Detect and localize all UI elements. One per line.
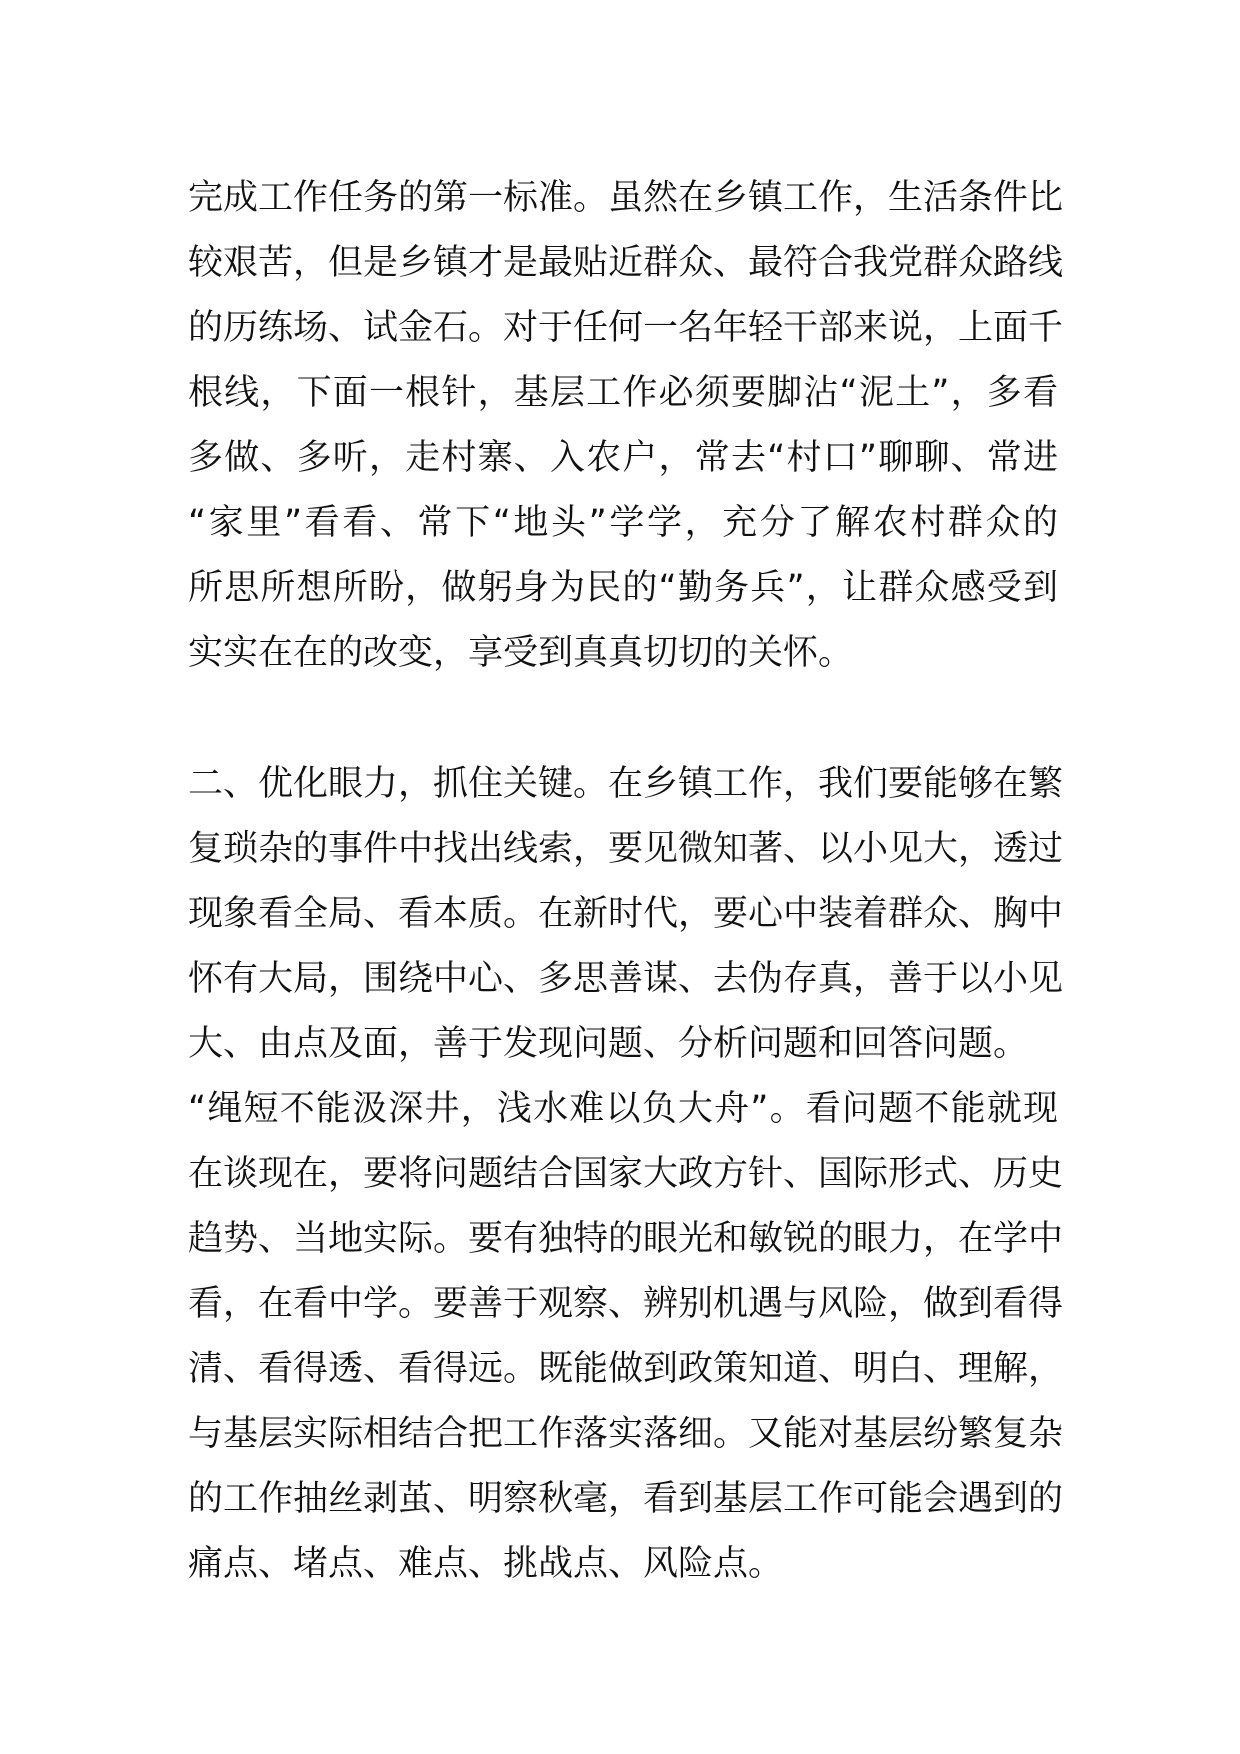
paragraph-line: 怀有大局，围绕中心、多思善谋、去伪存真，善于以小见 [188,959,1064,999]
paragraph-line: 看，在看中学。要善于观察、辨别机遇与风险，做到看得 [188,1284,1064,1324]
paragraph-line: 现象看全局、看本质。在新时代，要心中装着群众、胸中 [188,894,1064,934]
paragraph-line: “家里”看看、常下“地头”学学，充分了解农村群众的 [188,503,1058,543]
paragraph-line: 较艰苦，但是乡镇才是最贴近群众、最符合我党群众路线 [188,243,1064,283]
paragraph-line: 完成工作任务的第一标准。虽然在乡镇工作，生活条件比 [188,178,1064,218]
paragraph-2 [188,752,1064,1597]
paragraph-line: 复琐杂的事件中找出线索，要见微知著、以小见大，透过 [188,829,1064,869]
paragraph-line: 清、看得透、看得远。既能做到政策知道、明白、理解， [188,1349,1064,1389]
paragraph-line: 大、由点及面，善于发现问题、分析问题和回答问题。 [188,1024,1029,1064]
paragraph-line: 与基层实际相结合把工作落实落细。又能对基层纷繁复杂 [188,1414,1064,1454]
paragraph-line: 多做、多听，走村寨、入农户，常去“村口”聊聊、常进 [188,438,1058,478]
paragraph-line: 的历练场、试金石。对于任何一名年轻干部来说，上面千 [188,308,1064,348]
paragraph-line: 的工作抽丝剥茧、明察秋毫，看到基层工作可能会遇到的 [188,1479,1064,1519]
paragraph-line: 在谈现在，要将问题结合国家大政方针、国际形式、历史 [188,1154,1064,1194]
paragraph-line: “绳短不能汲深井，浅水难以负大舟”。看问题不能就现 [188,1089,1058,1129]
paragraph-line: 二、优化眼力，抓住关键。在乡镇工作，我们要能够在繁 [188,764,1064,804]
paragraph-1 [188,166,1064,686]
paragraph-line: 痛点、堵点、难点、挑战点、风险点。 [188,1544,784,1584]
paragraph-line: 根线，下面一根针，基层工作必须要脚沾“泥土”，多看 [188,373,1058,413]
paragraph-line: 所思所想所盼，做躬身为民的“勤务兵”，让群众感受到 [188,568,1058,608]
paragraph-line: 实实在在的改变，享受到真真切切的关怀。 [188,633,854,673]
paragraph-line: 趋势、当地实际。要有独特的眼光和敏锐的眼力，在学中 [188,1219,1064,1259]
